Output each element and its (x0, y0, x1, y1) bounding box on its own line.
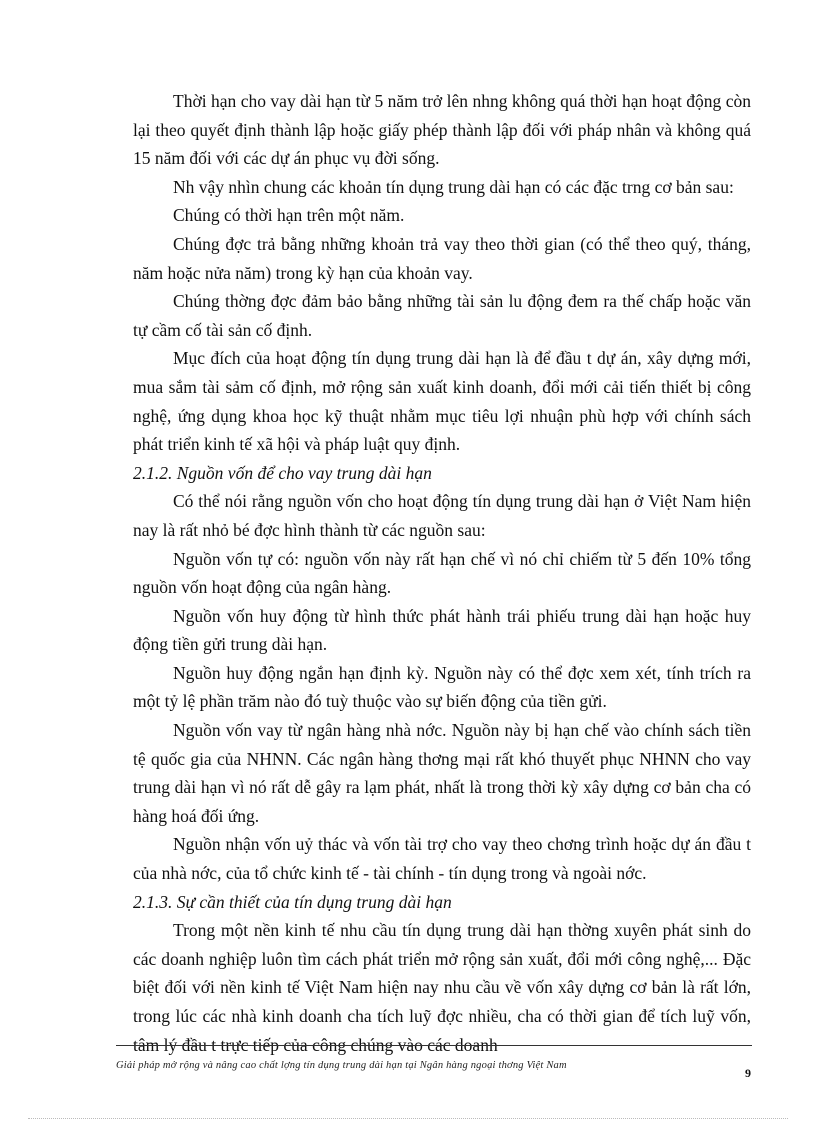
paragraph: Chúng thờng đợc đảm bảo bằng những tài sản lu động đem ra thế chấp hoặc văn tự cầm cố tài sản cố định. (133, 291, 751, 340)
paragraph: Thời hạn cho vay dài hạn từ 5 năm trở lên nhng không quá thời hạn hoạt động còn lại theo quyết định thành lập hoặc giấy phép thành lập đối với pháp nhân và không quá 15 năm đối với các dự án phục vụ đời sống. (133, 91, 751, 169)
paragraph: Trong một nền kinh tế nhu cầu tín dụng trung dài hạn thờng xuyên phát sinh do các doanh nghiệp luôn tìm cách phát triển mở rộng sản xuất, đổi mới công nghệ,... Đặc biệt đối với nền kinh tế Việt Nam hiện nay nhu cầu về vốn xây dựng cơ bản là rất lớn, trong lúc các nhà kinh doanh cha tích luỹ đợc nhiều, cha có thời gian để tích luỹ vốn, tâm lý đầu t trực tiếp của công chúng vào các doanh (133, 920, 751, 1055)
page-edge-divider (28, 1118, 788, 1119)
paragraph: Có thể nói rằng nguồn vốn cho hoạt động tín dụng trung dài hạn ở Việt Nam hiện nay là rất nhỏ bé đợc hình thành từ các nguồn sau: (133, 491, 751, 540)
section-heading: 2.1.2. Nguồn vốn để cho vay trung dài hạn (133, 462, 432, 483)
section-heading: 2.1.3. Sự cần thiết của tín dụng trung dài hạn (133, 891, 452, 912)
paragraph: Mục đích của hoạt động tín dụng trung dài hạn là để đầu t dự án, xây dựng mới, mua sắm tài sảm cố định, mở rộng sản xuất kinh doanh, đổi mới cải tiến thiết bị công nghệ, ứng dụng khoa học kỹ thuật nhằm mục tiêu lợi nhuận phù hợp với chính sách phát triển kinh tế xã hội và pháp luật quy định. (133, 348, 751, 455)
paragraph: Nguồn nhận vốn uỷ thác và vốn tài trợ cho vay theo chơng trình hoặc dự án đầu t của nhà nớc, của tổ chức kinh tế - tài chính - tín dụng trong và ngoài nớc. (133, 834, 751, 884)
paragraph: Nguồn vốn vay từ ngân hàng nhà nớc. Nguồn này bị hạn chế vào chính sách tiền tệ quốc gia của NHNN. Các ngân hàng thơng mại rất khó thuyết phục NHNN cho vay trung dài hạn vì nó rất dễ gây ra lạm phát, nhất là trong thời kỳ xây dựng cơ bản cha có hàng hoá đối ứng. (133, 720, 751, 826)
footer-title: Giải pháp mở rộng và nâng cao chất lợng tín dụng trung dài hạn tại Ngân hàng ngoại thơng Việt Nam (116, 1060, 567, 1071)
paragraph: Nguồn vốn huy động từ hình thức phát hành trái phiếu trung dài hạn hoặc huy động tiền gửi trung dài hạn. (133, 605, 751, 655)
paragraph: Nguồn vốn tự có: nguồn vốn này rất hạn chế vì nó chỉ chiếm từ 5 đến 10% tổng nguồn vốn hoạt động của ngân hàng. (133, 548, 751, 598)
body-text (133, 87, 751, 1059)
paragraph: Nguồn huy động ngắn hạn định kỳ. Nguồn này có thể đợc xem xét, tính trích ra một tỷ lệ phần trăm nào đó tuỳ thuộc vào sự biến động của tiền gửi. (133, 662, 751, 712)
paragraph: Chúng đợc trả bằng những khoản trả vay theo thời gian (có thể theo quý, tháng, năm hoặc nửa năm) trong kỳ hạn của khoản vay. (133, 233, 751, 283)
page-number: 9 (745, 1066, 751, 1080)
footer-divider (116, 1045, 752, 1046)
paragraph: Chúng có thời hạn trên một năm. (173, 205, 405, 226)
paragraph: Nh vậy nhìn chung các khoản tín dụng trung dài hạn có các đặc trng cơ bản sau: (173, 176, 734, 197)
